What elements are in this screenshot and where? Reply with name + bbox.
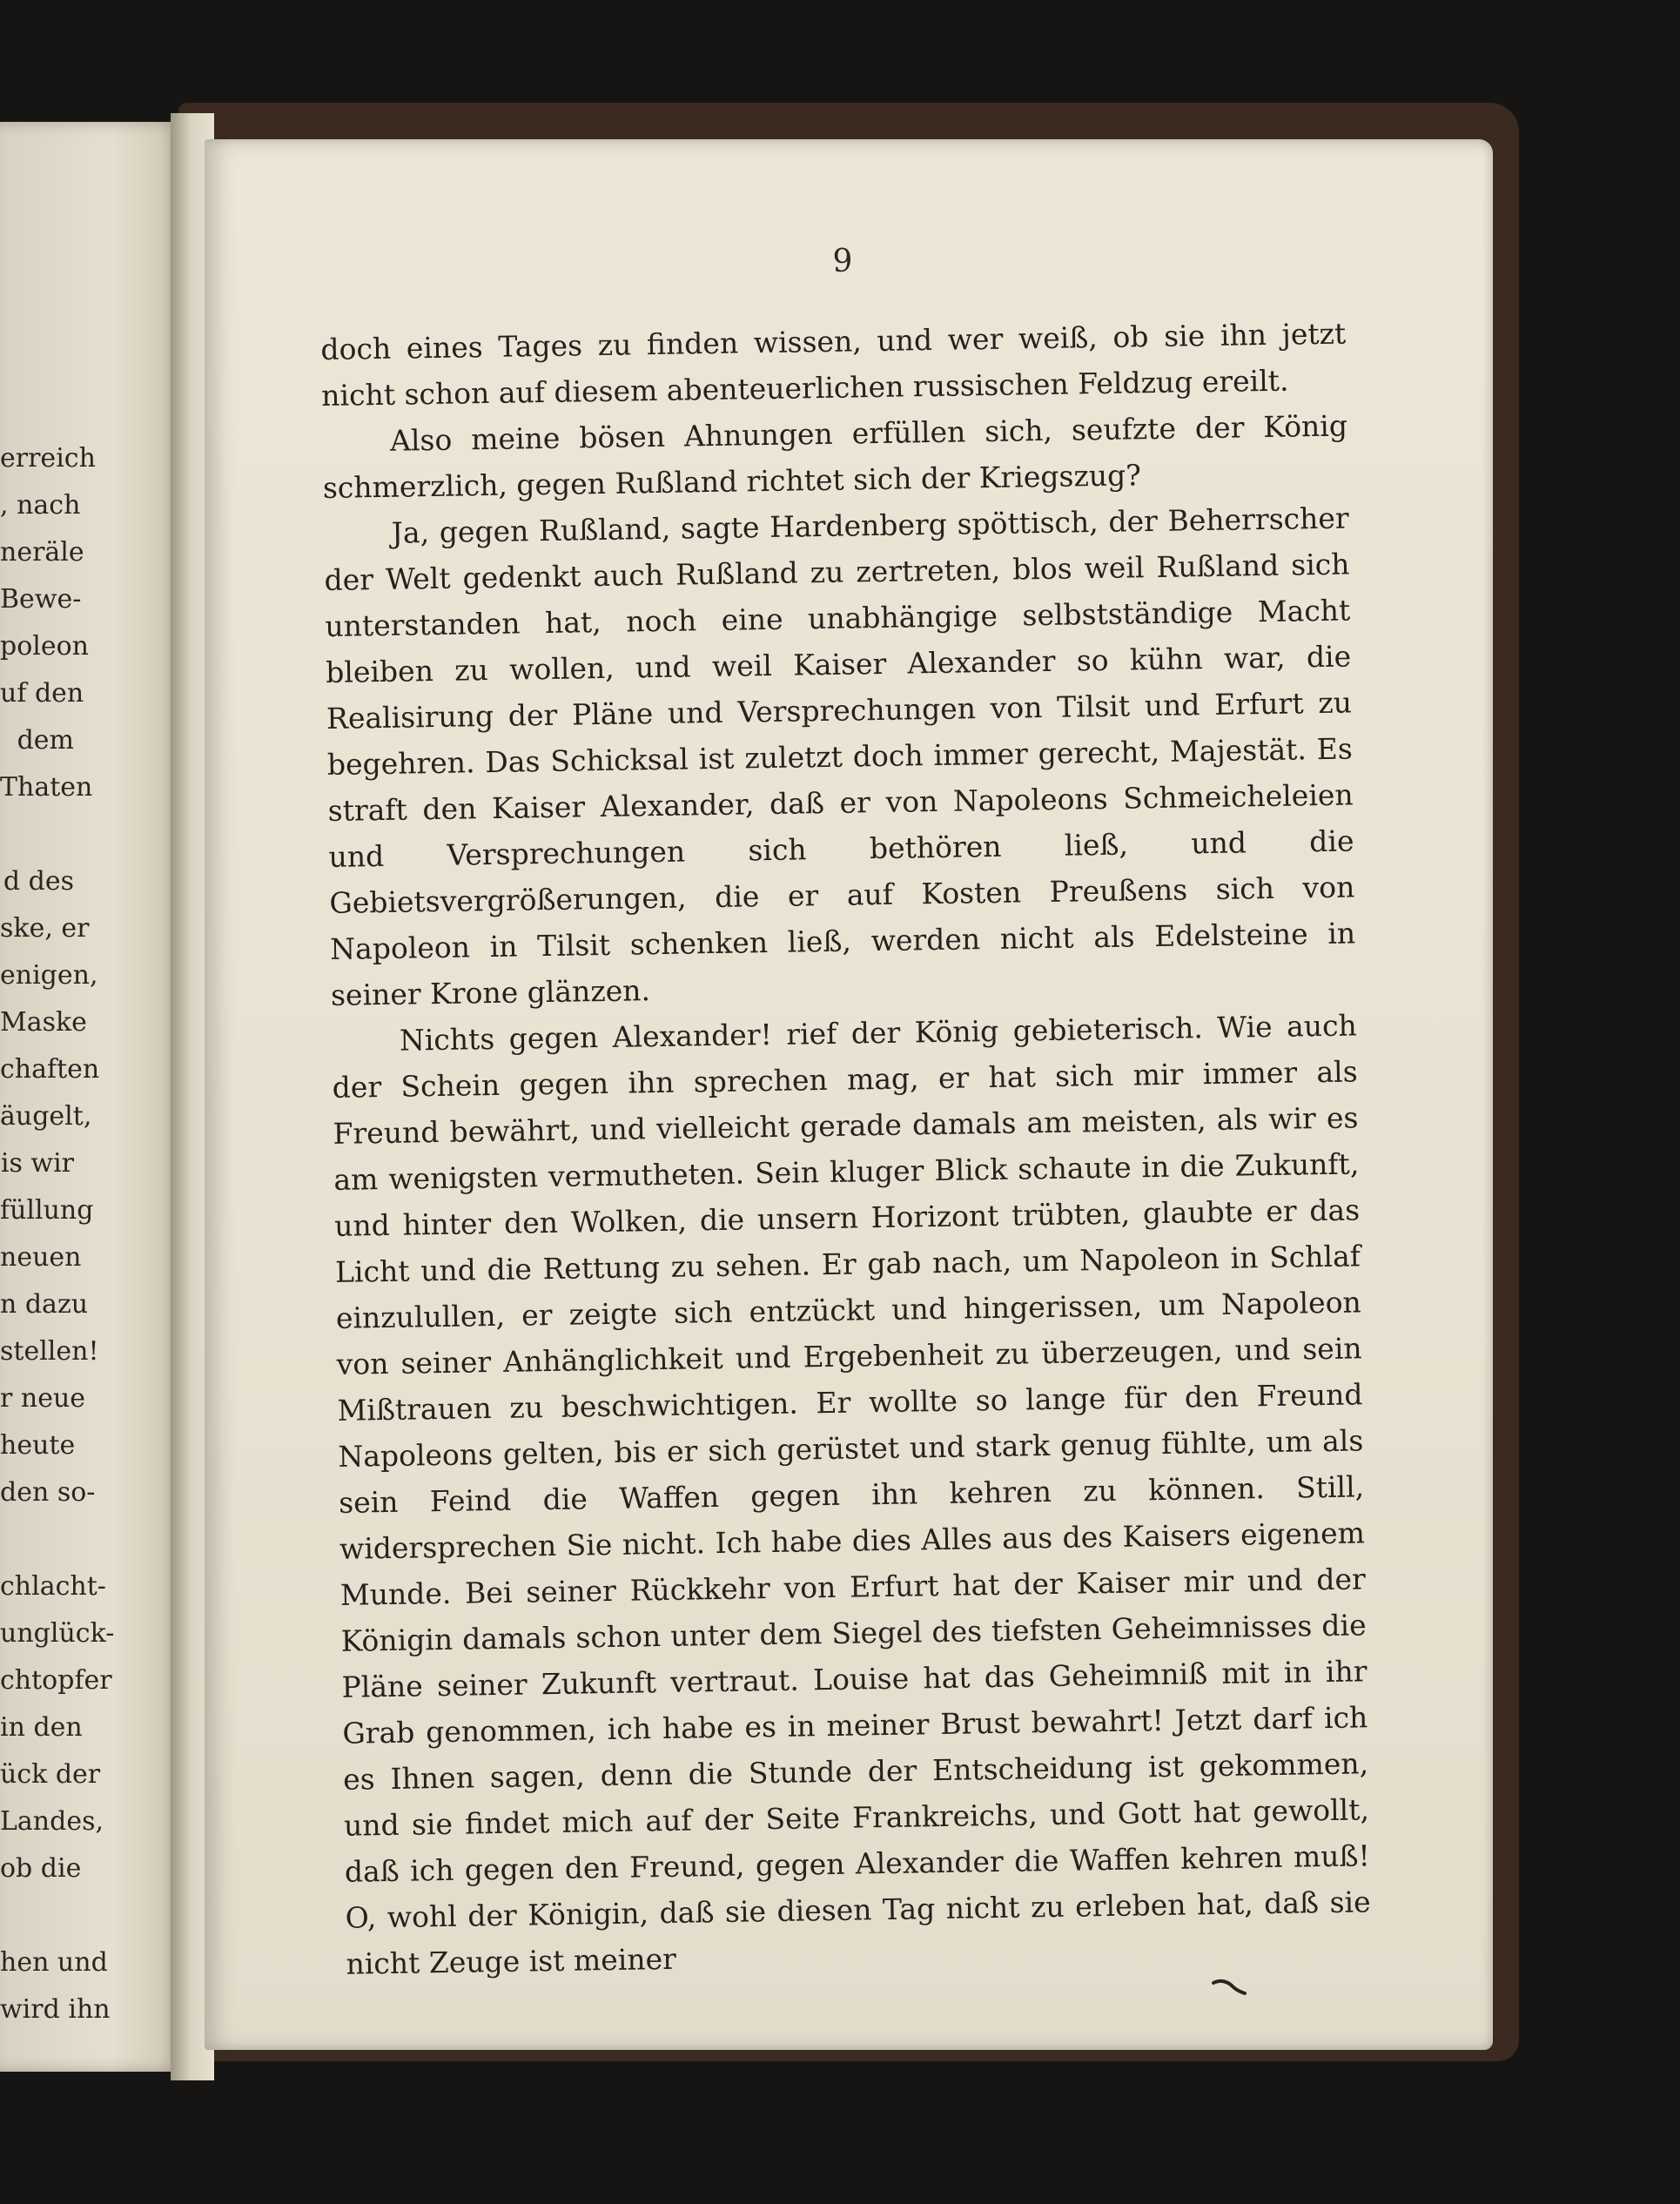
left-page-fragment: chaften <box>0 1054 100 1085</box>
left-page-fragment <box>0 1516 74 1563</box>
left-page <box>0 122 183 2072</box>
left-page-fragment: d des <box>3 866 74 897</box>
left-page-fragment: ück der <box>0 1759 101 1790</box>
left-page-fragment: in den <box>0 1712 83 1743</box>
left-page-fragment: hen und <box>0 1947 108 1978</box>
left-page-fragment: chlacht- <box>0 1571 106 1602</box>
paragraph: Nichts gegen Alexander! rief der König gebieterisch. Wie auch der Schein gegen ihn sprechen mag, er hat sich mir immer als Freund bewährt, und vielleicht gerade damals am meisten, als wir es am wenigsten vermutheten. Sein kluger Blick schaute in die Zukunft, und hinter den Wolken, die unsern Horizont trübten, glaubte er das Licht und die Rettung zu sehen. Er gab nach, um Napoleon in Schlaf einzulullen, er zeigte sich entzückt und hingerissen, um Napoleon von seiner Anhänglichkeit und Ergebenheit zu überzeugen, und sein Mißtrauen zu beschwichtigen. Er wollte so lange für den Freund Napoleons gelten, bis er sich gerüstet und stark genug fühlte, um als sein Feind die Waffen gegen ihn kehren zu können. Still, widersprechen Sie nicht. Ich habe dies Alles aus des Kaisers eigenem Munde. Bei seiner Rückkehr von Erfurt hat der Kaiser mir und der Königin damals schon unter dem Siegel des tiefsten Geheimnisses die Pläne seiner Zukunft vertraut. Louise hat das Geheimniß mit in ihr Grab genommen, ich habe es in meiner Brust bewahrt! Jetzt darf ich es Ihnen sagen, denn die Stunde der Entscheidung ist gekommen, und sie findet mich auf der Seite Frankreichs, und Gott hat gewollt, daß ich gegen den Freund, gegen Alexander die Waffen kehren muß! O, wohl der Königin, daß sie diesen Tag nicht zu erleben hat, daß sie nicht Zeuge ist meiner <box>332 1008 1371 1981</box>
left-page-text <box>0 435 115 2033</box>
paragraph: Also meine bösen Ahnungen erfüllen sich, seufzte der König schmerzlich, gegen Rußland richtet sich der Kriegszug? <box>322 408 1348 505</box>
page-number: 9 <box>832 244 853 279</box>
left-page-fragment: dem <box>17 725 74 756</box>
left-page-fragment: füllung <box>0 1195 94 1226</box>
left-page-fragment: enigen, <box>0 960 98 991</box>
left-page-fragment: erreich <box>0 443 96 474</box>
left-page-fragment <box>0 1892 74 1939</box>
left-page-fragment: wird ihn <box>0 1994 111 2025</box>
left-page-fragment: r neue <box>0 1383 86 1414</box>
left-page-fragment: Thaten <box>0 772 93 803</box>
left-page-fragment: n dazu <box>0 1289 89 1320</box>
left-page-fragment: heute <box>0 1430 76 1461</box>
left-page-fragment: Bewe- <box>0 584 82 615</box>
left-page-fragment: ob die <box>0 1853 82 1884</box>
left-page-fragment: den so- <box>0 1477 96 1508</box>
paragraph: Ja, gegen Rußland, sagte Hardenberg spöttisch, der Beherrscher der Welt gedenkt auch Rußland zu zertreten, blos weil Rußland sich unterstanden hat, noch eine unabhängige selbstständige Macht bleiben zu wollen, und weil Kaiser Alexander so kühn war, die Realisirung der Pläne und Versprechungen von Tilsit und Erfurt zu begehren. Das Schicksal ist zuletzt doch immer gerecht, Majestät. Es straft den Kaiser Alexander, daß er von Napoleons Schmeicheleien und Versprechungen sich bethören ließ, und die Gebietsvergrößerungen, die er auf Kosten Preußens sich von Napoleon in Tilsit schenken ließ, werden nicht als Edelsteine in seiner Krone glänzen. <box>324 501 1356 1012</box>
left-page-fragment <box>0 811 74 858</box>
left-page-fragment: Landes, <box>0 1806 104 1837</box>
left-page-fragment: stellen! <box>0 1336 99 1367</box>
body-text <box>320 310 1372 1986</box>
left-page-fragment: , nach <box>0 490 81 521</box>
left-page-fragment: uf den <box>0 678 84 709</box>
left-page-fragment: neräle <box>0 537 84 568</box>
left-page-fragment: neuen <box>0 1242 82 1273</box>
left-page-fragment: ske, er <box>0 913 90 944</box>
left-page-fragment: chtopfer <box>0 1665 112 1696</box>
left-page-fragment: Maske <box>0 1007 87 1038</box>
ink-mark-icon <box>1212 1978 1247 1997</box>
left-page-fragment: is wir <box>0 1148 74 1179</box>
left-page-fragment: äugelt, <box>0 1101 92 1132</box>
paragraph: doch eines Tages zu finden wissen, und wer weiß, ob sie ihn jetzt nicht schon auf diesem abenteuerlichen russischen Feldzug ereilt. <box>320 316 1347 413</box>
left-page-fragment: unglück- <box>0 1618 115 1649</box>
left-page-fragment: poleon <box>0 631 89 662</box>
